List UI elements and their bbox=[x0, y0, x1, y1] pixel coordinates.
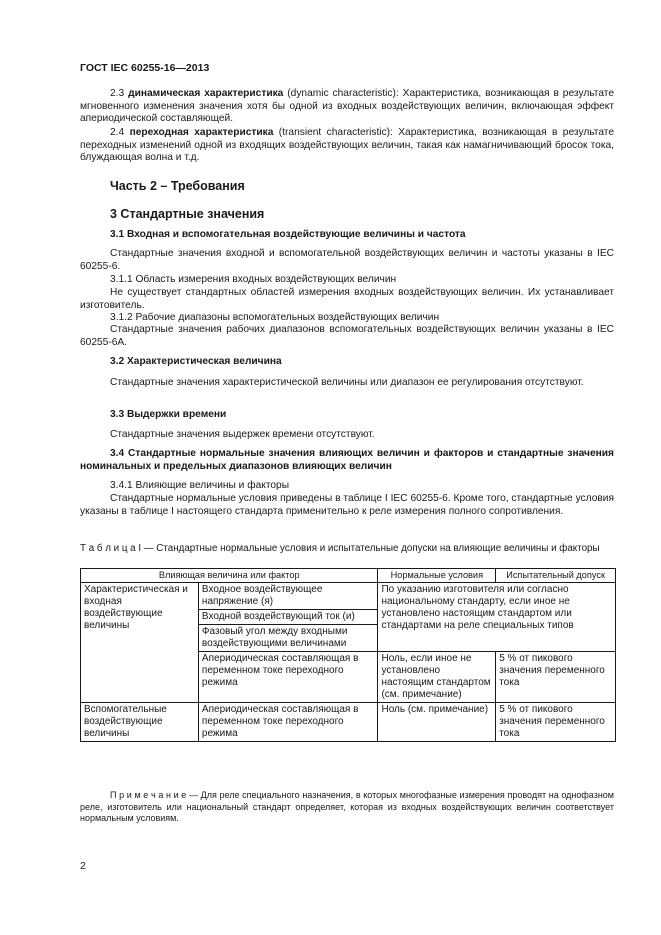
normal-conditions-cell: Ноль, если иное не установлено настоящим стандартом (см. примечание) bbox=[378, 652, 496, 703]
clause-2-4-term: переходная характеристика bbox=[129, 127, 274, 138]
page-number: 2 bbox=[80, 860, 86, 872]
tolerance-cell: 5 % от пикового значения переменного тока bbox=[496, 703, 616, 742]
clause-3-1-2-heading: 3.1.2 Рабочие диапазоны вспомогательных воздействующих величин bbox=[110, 312, 440, 323]
header-normal: Нормальные условия bbox=[378, 569, 496, 583]
clause-3-1-text: Стандартные значения входной и вспомогательной воздействующих величин и частоты указаны в IEC 60255-6. bbox=[80, 248, 614, 272]
note-text: — Для реле специального назначения, в которых многофазные измерения проводят на однофазном реле, изготовитель или национальный стандарт определяет, которая из входных воздействующих величин соответствует нормальным условиям. bbox=[80, 790, 614, 823]
factor-cell: Фазовый угол между входными воздействующими величинами bbox=[198, 625, 378, 652]
table-note bbox=[80, 790, 614, 825]
header-tolerance: Испытательный допуск bbox=[496, 569, 616, 583]
table-row bbox=[81, 703, 616, 742]
clause-3-2-text: Стандартные значения характеристической величины или диапазон ее регулирования отсутствуют. bbox=[110, 377, 584, 388]
group-1-cell: Характеристическая и входная воздействующие величины bbox=[81, 583, 199, 703]
note-label: П р и м е ч а н и е bbox=[110, 790, 187, 800]
factor-cell: Апериодическая составляющая в переменном токе переходного режима bbox=[198, 703, 378, 742]
clause-3-4-1-heading: 3.4.1 Влияющие величины и факторы bbox=[110, 480, 290, 491]
header-factor: Влияющая величина или фактор bbox=[81, 569, 378, 583]
clause-2-4 bbox=[80, 127, 614, 165]
document-header: ГОСТ IEC 60255-16—2013 bbox=[80, 62, 210, 74]
clause-2-4-number: 2.4 bbox=[110, 127, 125, 138]
standard-conditions-table bbox=[80, 568, 616, 742]
group-2-cell: Вспомогательные воздействующие величины bbox=[81, 703, 199, 742]
clause-3-1-2-text: Стандартные значения рабочих диапазонов вспомогательных воздействующих величин указаны в IEC 60255-6A. bbox=[80, 324, 614, 348]
table-caption: Т а б л и ц а I — Стандартные нормальные условия и испытательные допуски на влияющие величины и факторы bbox=[80, 543, 600, 554]
clause-3-1-1-text: Не существует стандартных областей измерения входных воздействующих величин. Их устанавливает изготовитель. bbox=[80, 287, 614, 311]
normal-conditions-cell: Ноль (см. примечание) bbox=[378, 703, 496, 742]
table-row bbox=[81, 583, 616, 610]
clause-2-3-text: (dynamic characteristic): Характеристика, возникающая в результате мгновенного изменения значения хотя бы одной из входных воздействующих величин, включающая эффект апериодической составляющей. bbox=[80, 88, 615, 125]
clause-3-4-1-text: Стандартные нормальные условия приведены в таблице I IEC 60255-6. Кроме того, стандартные условия указаны в таблице I настоящего стандарта применительно к реле измерения полного сопротивления. bbox=[80, 493, 614, 517]
factor-cell: Входной воздействующий ток (и) bbox=[198, 610, 378, 625]
tolerance-cell: 5 % от пикового значения переменного тока bbox=[496, 652, 616, 703]
clause-3-3-heading: 3.3 Выдержки времени bbox=[110, 409, 227, 420]
normal-conditions-cell: По указанию изготовителя или согласно национальному стандарту, если иное не установлено настоящим стандартом или стандартами на реле специальных типов bbox=[378, 583, 616, 652]
clause-3-4-heading: 3.4 Стандартные нормальные значения влияющих величин и факторов и стандартные значения номинальных и предельных диапазонов влияющих величин bbox=[80, 448, 614, 472]
section-3-heading: 3 Стандартные значения bbox=[110, 207, 265, 221]
factor-cell: Входное воздействующее напряжение (я) bbox=[198, 583, 378, 610]
factor-cell: Апериодическая составляющая в переменном токе переходного режима bbox=[198, 652, 378, 703]
clause-2-3 bbox=[80, 88, 614, 126]
clause-2-4-text: (transient characteristic): Характеристика, возникающая в результате переходных изменений одной из входящих воздействующих величин, такая как намагничивающий бросок тока, блуждающая волна и т.д. bbox=[80, 127, 614, 164]
clause-2-3-number: 2.3 bbox=[110, 88, 125, 99]
clause-3-3-text: Стандартные значения выдержек времени отсутствуют. bbox=[110, 429, 375, 440]
clause-3-1-1-heading: 3.1.1 Область измерения входных воздействующих величин bbox=[110, 274, 397, 285]
table-header-row bbox=[81, 569, 616, 583]
part-2-heading: Часть 2 – Требования bbox=[110, 179, 245, 193]
clause-3-1-heading: 3.1 Входная и вспомогательная воздействующие величины и частота bbox=[110, 229, 466, 240]
clause-3-2-heading: 3.2 Характеристическая величина bbox=[110, 356, 282, 367]
clause-2-3-term: динамическая характеристика bbox=[128, 88, 284, 99]
